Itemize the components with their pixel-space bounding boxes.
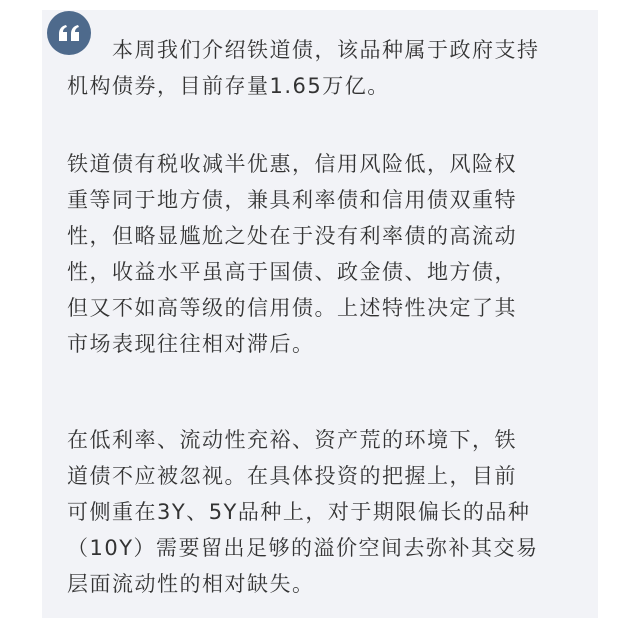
paragraph-characteristics: 铁道债有税收减半优惠，信用风险低，风险权 重等同于地方债，兼具利率债和信用债双重特 性，但略显尴尬之处在于没有利率债的高流动 性，收益水平虽高于国债、政金债、地方债， 但又不如高等级的信用债。上述特性决定了其 市场表现往往相对滞后。 xyxy=(67,152,517,356)
quote-card xyxy=(42,10,598,618)
paragraph-intro: 本周我们介绍铁道债，该品种属于政府支持 机构债券，目前存量1.65万亿。 xyxy=(67,38,540,98)
paragraph-recommendation: 在低利率、流动性充裕、资产荒的环境下，铁 道债不应被忽视。在具体投资的把握上，目前 可侧重在3Y、5Y品种上，对于期限偏长的品种 （10Y）需要留出足够的溢价空间去弥补其交易 层面流动性的相对缺失。 xyxy=(67,428,539,596)
